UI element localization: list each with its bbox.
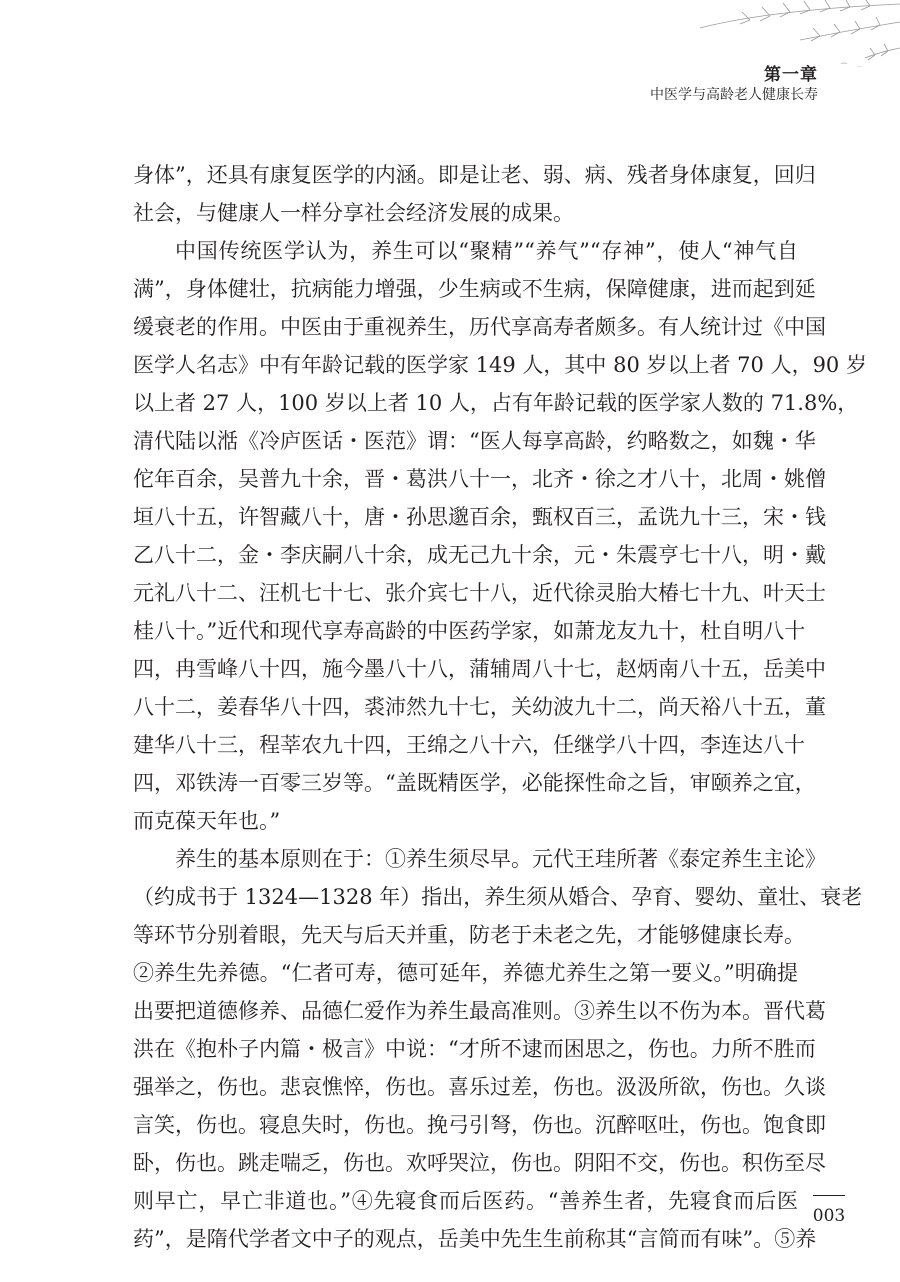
text-line: 满”，身体健壮，抗病能力增强，少生病或不生病，保障健康，进而起到延 <box>133 277 816 301</box>
text-line: 中国传统医学认为，养生可以“聚精”“养气”“存神”，使人“神气自 <box>175 239 798 263</box>
text-line: 清代陆以湉《冷庐医话・医范》谓：“医人每享高龄，约略数之，如魏・华 <box>133 429 816 453</box>
text-line: 桂八十。”近代和现代享寿高龄的中医药学家，如萧龙友九十，杜自明八十 <box>133 619 806 643</box>
text-line: 社会，与健康人一样分享社会经济发展的成果。 <box>133 201 574 225</box>
text-line: 缓衰老的作用。中医由于重视养生，历代享高寿者颇多。有人统计过《中国 <box>133 315 826 339</box>
text-line: 等环节分别着眼，先天与后天并重，防老于未老之先，才能够健康长寿。 <box>133 923 805 947</box>
chapter-title: 中医学与高龄老人健康长寿 <box>650 87 818 103</box>
text-line: 四，邓铁涛一百零三岁等。“盖既精医学，必能探性命之旨，审颐养之宜， <box>133 771 816 795</box>
text-line: 乙八十二，金・李庆嗣八十余，成无己九十余，元・朱震亨七十八，明・戴 <box>133 543 826 567</box>
text-line: 养生的基本原则在于：①养生须尽早。元代王珪所著《泰定养生主论》 <box>175 847 826 871</box>
text-line: 元礼八十二、汪机七十七、张介宾七十八，近代徐灵胎大椿七十九、叶天士 <box>133 581 826 605</box>
text-line: 建华八十三，程莘农九十四，王绵之八十六，任继学八十四，李连达八十 <box>133 733 805 757</box>
text-line: 医学人名志》中有年龄记载的医学家 149 人，其中 80 岁以上者 70 人，90 岁 <box>133 353 867 377</box>
text-line: 卧，伤也。跳走喘乏，伤也。欢呼哭泣，伤也。阴阳不交，伤也。积伤至尽 <box>133 1151 826 1175</box>
text-line: 言笑，伤也。寝息失时，伤也。挽弓引弩，伤也。沉醉呕吐，伤也。饱食即 <box>133 1113 826 1137</box>
text-line: 强举之，伤也。悲哀憔悴，伤也。喜乐过差，伤也。汲汲所欲，伤也。久谈 <box>133 1075 826 1099</box>
text-line: 而克葆天年也。” <box>133 809 281 833</box>
page-number: 003 <box>812 1206 846 1226</box>
text-line: （约成书于 1324—1328 年）指出，养生须从婚合、孕育、婴幼、童壮、衰老 <box>133 885 863 909</box>
text-line: ②养生先养德。“仁者可寿，德可延年，养德尤养生之第一要义。”明确提 <box>133 961 798 985</box>
text-line: 出要把道德修养、品德仁爱作为养生最高准则。③养生以不伤为本。晋代葛 <box>133 999 826 1023</box>
text-line: 则早亡，早亡非道也。”④先寝食而后医药。“善养生者，先寝食而后医 <box>133 1189 798 1213</box>
chapter-number: 第一章 <box>764 65 818 85</box>
text-line: 四，冉雪峰八十四，施今墨八十八，蒲辅周八十七，赵炳南八十五，岳美中 <box>133 657 826 681</box>
text-line: 八十二，姜春华八十四，裘沛然九十七，关幼波九十二，尚天裕八十五，董 <box>133 695 826 719</box>
text-line: 洪在《抱朴子内篇・极言》中说：“才所不逮而困思之，伤也。力所不胜而 <box>133 1037 816 1061</box>
text-line: 佗年百余，吴普九十余，晋・葛洪八十一，北齐・徐之才八十，北周・姚僧 <box>133 467 826 491</box>
text-line: 药”，是隋代学者文中子的观点，岳美中先生生前称其“言简而有味”。⑤养 <box>133 1227 817 1251</box>
text-line: 垣八十五，许智藏八十，唐・孙思邈百余，甄权百三，孟诜九十三，宋・钱 <box>133 505 826 529</box>
text-line: 身体”，还具有康复医学的内涵。即是让老、弱、病、残者身体康复，回归 <box>133 163 816 187</box>
text-line: 以上者 27 人，100 岁以上者 10 人，占有年龄记载的医学家人数的 71.8%， <box>133 391 859 415</box>
page-number-rule <box>813 1195 845 1196</box>
